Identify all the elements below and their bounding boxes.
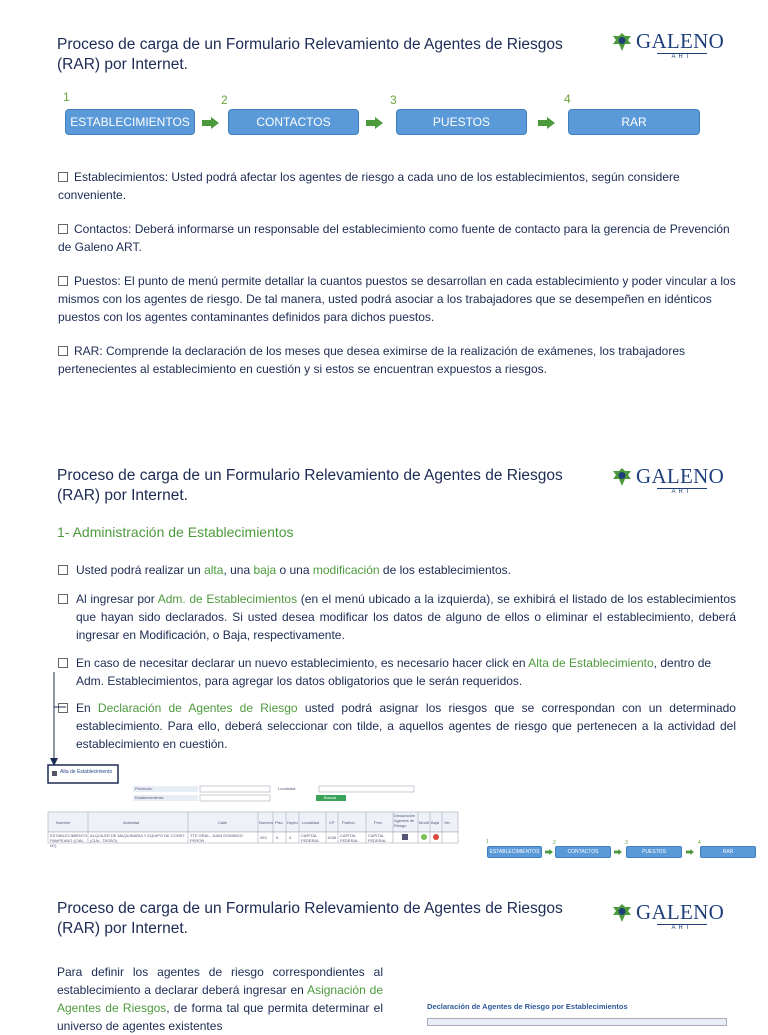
arrow-right-icon bbox=[614, 849, 622, 855]
app-cell: TTE GRAL. JUAN DOMINGO PERON bbox=[190, 833, 243, 843]
logo-brand: GALENO bbox=[636, 464, 725, 488]
app-cell: CAPITAL FEDERAL bbox=[301, 833, 320, 843]
app-col-calle: Calle bbox=[218, 820, 228, 825]
app-screenshot-graphic bbox=[48, 765, 458, 843]
bullet-icon bbox=[58, 565, 68, 575]
step-number: 2 bbox=[553, 840, 556, 846]
galeno-logo bbox=[611, 900, 725, 931]
app-screenshot bbox=[48, 765, 458, 848]
step-contactos[interactable]: CONTACTOS bbox=[228, 109, 359, 135]
step-number: 1 bbox=[486, 839, 489, 845]
logo-brand: GALENO bbox=[636, 29, 725, 53]
app-cell: 1038 bbox=[327, 835, 336, 840]
mini-step-establecimientos[interactable]: ESTABLECIMIENTOS bbox=[487, 846, 542, 858]
slide3-screenshot-row bbox=[427, 1018, 727, 1026]
app-col-piso: Piso bbox=[275, 820, 283, 825]
step-number: 3 bbox=[625, 840, 628, 846]
paragraph-establecimientos: Establecimientos: Usted podrá afectar los agentes de riesgo a cada uno de los establecimientos, según considere conveniente. bbox=[58, 170, 680, 202]
step-number: 4 bbox=[698, 840, 701, 846]
app-col-numero: Numero bbox=[259, 820, 274, 825]
step-number: 4 bbox=[564, 92, 571, 106]
app-establecimiento-label: Establecimiento: bbox=[135, 795, 165, 800]
paragraph-contactos: Contactos: Deberá informarse un responsable del establecimiento como fuente de contacto para la gerencia de Prevención de Galeno ART. bbox=[58, 222, 730, 254]
galeno-logo-icon bbox=[611, 466, 633, 488]
step-number: 2 bbox=[221, 93, 228, 107]
step-number: 3 bbox=[390, 93, 397, 107]
paragraph-puestos: Puestos: El punto de menú permite detallar la cuantos puestos se desarrollan en cada establecimiento y poder vincular a los mismos con los agentes de riesgo. De tal manera, usted podrá asociar a los trabajadores que se desempeñen en idénticos puestos con los agentes contaminantes definidos para dichos puestos. bbox=[58, 274, 736, 324]
app-col-ver: Ver bbox=[444, 820, 451, 825]
bullet-icon bbox=[58, 594, 68, 604]
bullet-icon bbox=[58, 224, 68, 234]
galeno-logo bbox=[611, 464, 725, 495]
step-number: 1 bbox=[63, 90, 70, 104]
bullet-icon bbox=[58, 658, 68, 668]
app-col-prov: Prov bbox=[374, 820, 383, 825]
galeno-logo-icon bbox=[611, 902, 633, 924]
mini-step-rar[interactable]: RAR bbox=[700, 846, 756, 858]
app-provincia-label: Provincia: bbox=[135, 786, 153, 791]
app-col-depto: Depto bbox=[287, 820, 298, 825]
arrow-right-icon bbox=[538, 117, 555, 129]
app-cell: ESTABLECIMIENTO PAMPEANO (CIAL. I/D) bbox=[50, 833, 88, 848]
app-col-cp: CP bbox=[329, 820, 335, 825]
galeno-logo-icon bbox=[611, 31, 633, 53]
app-buscar-button[interactable]: Buscar bbox=[324, 795, 337, 800]
step-puestos[interactable]: PUESTOS bbox=[396, 109, 527, 135]
app-col-actividad: Actividad bbox=[123, 820, 140, 825]
app-cell: 5 bbox=[276, 835, 279, 840]
mini-step-contactos[interactable]: CONTACTOS bbox=[555, 846, 611, 858]
app-cell: 4 bbox=[289, 835, 292, 840]
app-col-nombre: Nombre bbox=[56, 820, 71, 825]
arrow-right-icon bbox=[686, 849, 694, 855]
item-alta-establecimiento: En caso de necesitar declarar un nuevo establecimiento, es necesario hacer click en Alta de Establecimiento, dentro de Adm. Establecimientos, para agregar los datos obligatorios que le serán requeridos. bbox=[58, 654, 738, 690]
app-alta-link[interactable]: Alta de Establecimiento bbox=[60, 769, 113, 775]
logo-brand: GALENO bbox=[636, 900, 725, 924]
app-col-localidad: Localidad bbox=[302, 820, 320, 825]
app-cell: CAPITAL FEDERAL bbox=[340, 833, 359, 843]
step-rar[interactable]: RAR bbox=[568, 109, 700, 135]
item-alta-baja: Usted podrá realizar un alta, una baja o una modificación de los establecimientos. bbox=[58, 561, 738, 579]
logo-sub: ART bbox=[657, 53, 707, 60]
slide3-screenshot-title: Declaración de Agentes de Riesgo por Establecimientos bbox=[427, 1002, 628, 1011]
slide1-title: Proceso de carga de un Formulario Relevamiento de Agentes de Riesgos (RAR) por Internet. bbox=[57, 36, 563, 73]
logo-sub: ART bbox=[657, 924, 707, 931]
paragraph-rar: RAR: Comprende la declaración de los meses que desea eximirse de la realización de exámenes, los trabajadores pertenecientes al establecimiento en cuestión y si estos se encuentran expuestos a riesgos. bbox=[58, 344, 685, 376]
app-col-partido: Partido bbox=[342, 820, 355, 825]
item-declaracion-agentes: En Declaración de Agentes de Riesgo usted podrá asignar los riesgos que se correspondan con un determinado establecimiento. Para ello, deberá seleccionar con tilde, a aquellos agentes de riesgo que pertenecen a la actividad del establecimiento en cuestión. bbox=[58, 699, 738, 753]
slide3-title: Proceso de carga de un Formulario Relevamiento de Agentes de Riesgos (RAR) por Internet. bbox=[57, 900, 563, 937]
connector-arrow bbox=[40, 672, 70, 772]
app-localidad-label: Localidad: bbox=[278, 786, 297, 791]
app-cell: 263 bbox=[260, 835, 267, 840]
slide2-title: Proceso de carga de un Formulario Relevamiento de Agentes de Riesgos (RAR) por Internet. bbox=[57, 467, 563, 504]
logo-sub: ART bbox=[657, 488, 707, 495]
mini-step-puestos[interactable]: PUESTOS bbox=[626, 846, 682, 858]
arrow-right-icon bbox=[545, 849, 553, 855]
slide3-text: Para definir los agentes de riesgo correspondientes al establecimiento a declarar deberá ingresar en Asignación de Agentes de Riesgos, de forma tal que permita determinar el universo de agentes existentes bbox=[57, 965, 383, 1033]
bullet-icon bbox=[58, 172, 68, 182]
step-establecimientos[interactable]: ESTABLECIMIENTOS bbox=[65, 109, 195, 135]
bullet-icon bbox=[58, 276, 68, 286]
app-col-declaracion: Declaración Agentes de Riesgo bbox=[394, 813, 416, 828]
arrow-right-icon bbox=[366, 117, 383, 129]
bullet-icon bbox=[58, 346, 68, 356]
arrow-right-icon bbox=[202, 117, 219, 129]
section-title: 1- Administración de Establecimientos bbox=[57, 524, 294, 540]
app-col-modif: Modif. bbox=[419, 820, 430, 825]
app-cell: CAPITAL FEDERAL bbox=[368, 833, 387, 843]
galeno-logo bbox=[611, 29, 725, 60]
app-cell: ALQUILER DE MAQUINARIA Y EQUIPO DE CONST. (CIAL. TASSO) bbox=[90, 833, 186, 843]
app-col-baja: Baja bbox=[431, 820, 440, 825]
item-adm-establecimientos: Al ingresar por Adm. de Establecimientos (en el menú ubicado a la izquierda), se exhibirá el listado de los establecimientos que hayan sido declarados. Si usted desea modificar los datos de alguno de ellos o eliminar el establecimiento, deberá ingresar en Modificación, o Baja, respectivamente. bbox=[58, 590, 738, 644]
